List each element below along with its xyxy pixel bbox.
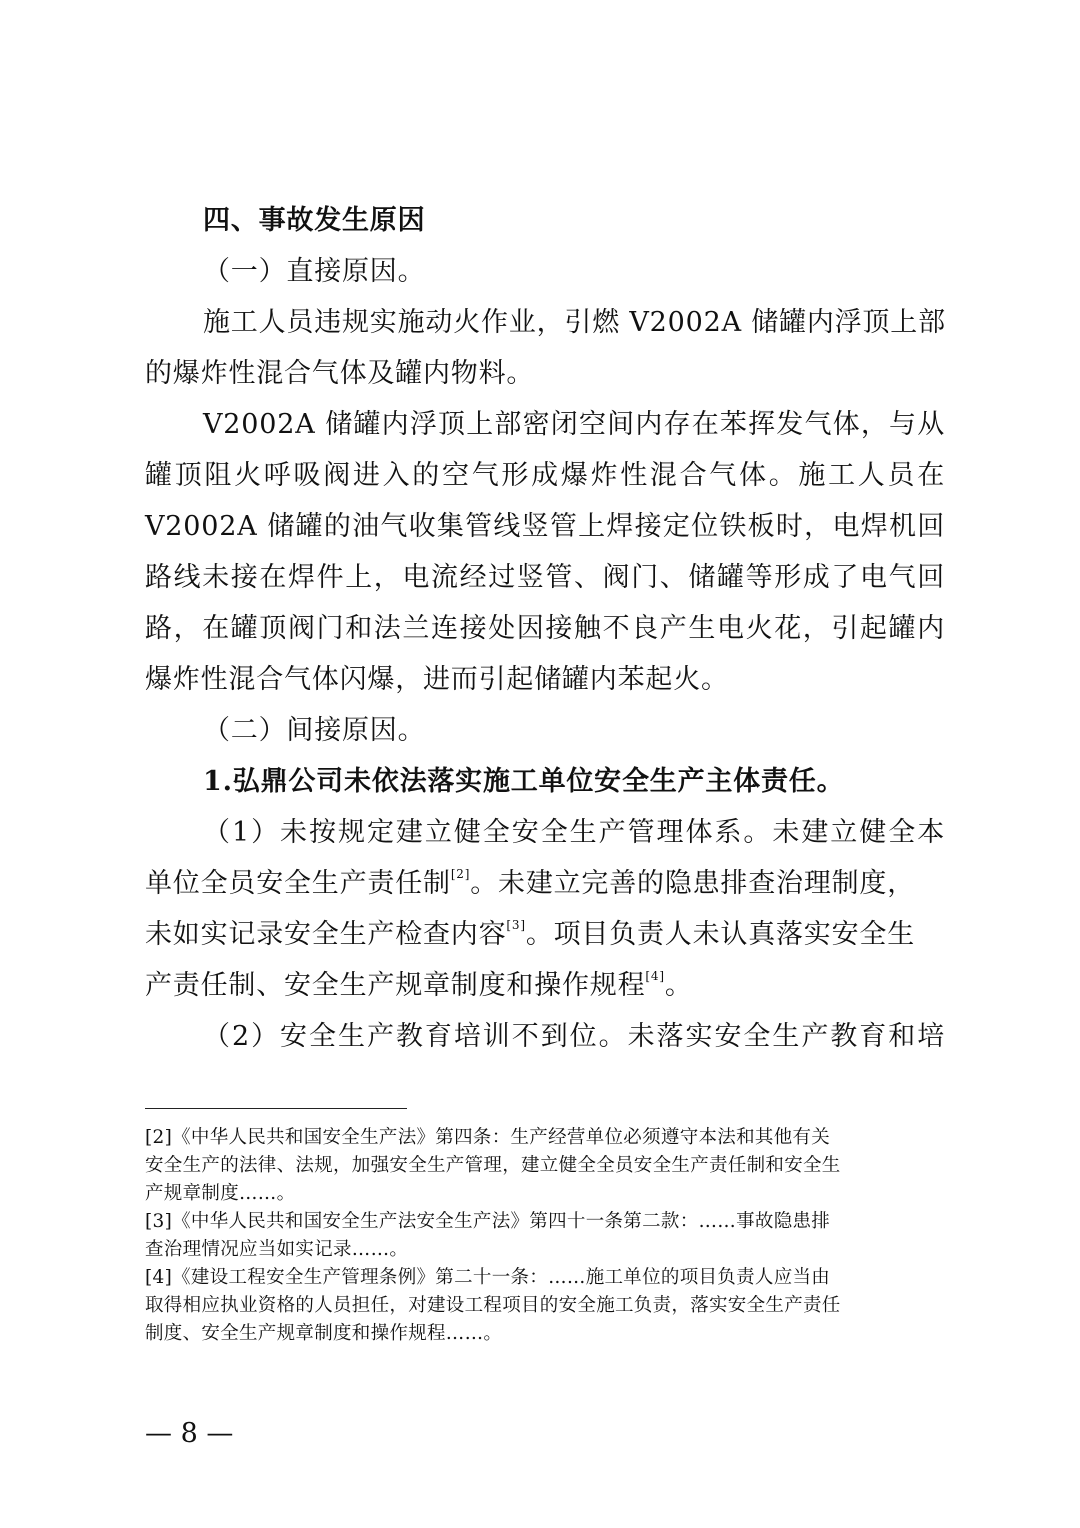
page-number: — 8 — [145, 1418, 234, 1449]
footnote-line: 取得相应执业资格的人员担任，对建设工程项目的安全施工负责，落实安全生产责任 [145, 1295, 841, 1316]
paragraph-line: （1）未按规定建立健全安全生产管理体系。未建立健全本 [203, 817, 945, 848]
text-span: 产责任制、安全生产规章制度和操作规程 [145, 970, 646, 1001]
footnote-line: 查治理情况应当如实记录……。 [145, 1239, 409, 1260]
paragraph-line: 罐顶阻火呼吸阀进入的空气形成爆炸性混合气体。施工人员在 [145, 460, 945, 491]
paragraph-line: 路线未接在焊件上，电流经过竖管、阀门、储罐等形成了电气回 [145, 562, 945, 593]
footnote-line: [4]《建设工程安全生产管理条例》第二十一条：……施工单位的项目负责人应当由 [145, 1267, 831, 1288]
paragraph-line: 爆炸性混合气体闪爆，进而引起储罐内苯起火。 [145, 664, 729, 695]
paragraph-line-with-ref [145, 960, 945, 1011]
footnote-ref[interactable]: [3] [506, 918, 526, 932]
paragraph-line: V2002A 储罐的油气收集管线竖管上焊接定位铁板时，电焊机回 [145, 511, 945, 542]
footnote-line: 产规章制度……。 [145, 1183, 296, 1204]
footnote-line: 制度、安全生产规章制度和操作规程……。 [145, 1323, 503, 1344]
paragraph-line: 的爆炸性混合气体及罐内物料。 [145, 358, 535, 389]
bold-item-heading: 1.弘鼎公司未依法落实施工单位安全生产主体责任。 [203, 766, 845, 797]
subsection-direct-cause: （一）直接原因。 [203, 256, 426, 287]
footnote-ref[interactable]: [4] [645, 969, 665, 983]
text-span: 单位全员安全生产责任制 [145, 868, 451, 899]
text-span: 。 [664, 970, 693, 1001]
paragraph-line: 路，在罐顶阀门和法兰连接处因接触不良产生电火花，引起罐内 [145, 613, 945, 644]
paragraph-line: （2）安全生产教育培训不到位。未落实安全生产教育和培 [203, 1021, 945, 1052]
document-body [145, 195, 945, 1062]
section-heading: 四、事故发生原因 [203, 205, 426, 236]
footnote-divider [145, 1108, 407, 1109]
paragraph-line: 施工人员违规实施动火作业，引燃 V2002A 储罐内浮顶上部 [203, 307, 946, 338]
footnote-line: 安全生产的法律、法规，加强安全生产管理，建立健全全员安全生产责任制和安全生 [145, 1155, 841, 1176]
paragraph-line-with-ref [145, 858, 945, 909]
footnote-line: [3]《中华人民共和国安全生产法安全生产法》第四十一条第二款：……事故隐患排 [145, 1211, 831, 1232]
text-span: 。项目负责人未认真落实安全生 [525, 919, 916, 950]
footnotes [145, 1124, 945, 1348]
paragraph-line-with-ref [145, 909, 945, 960]
paragraph-line: V2002A 储罐内浮顶上部密闭空间内存在苯挥发气体，与从 [203, 409, 945, 440]
text-span: 。未建立完善的隐患排查治理制度， [470, 868, 916, 899]
text-span: 未如实记录安全生产检查内容 [145, 919, 507, 950]
footnote-ref[interactable]: [2] [450, 867, 471, 881]
subsection-indirect-cause: （二）间接原因。 [203, 715, 426, 746]
footnote-line: [2]《中华人民共和国安全生产法》第四条：生产经营单位必须遵守本法和其他有关 [145, 1127, 831, 1148]
